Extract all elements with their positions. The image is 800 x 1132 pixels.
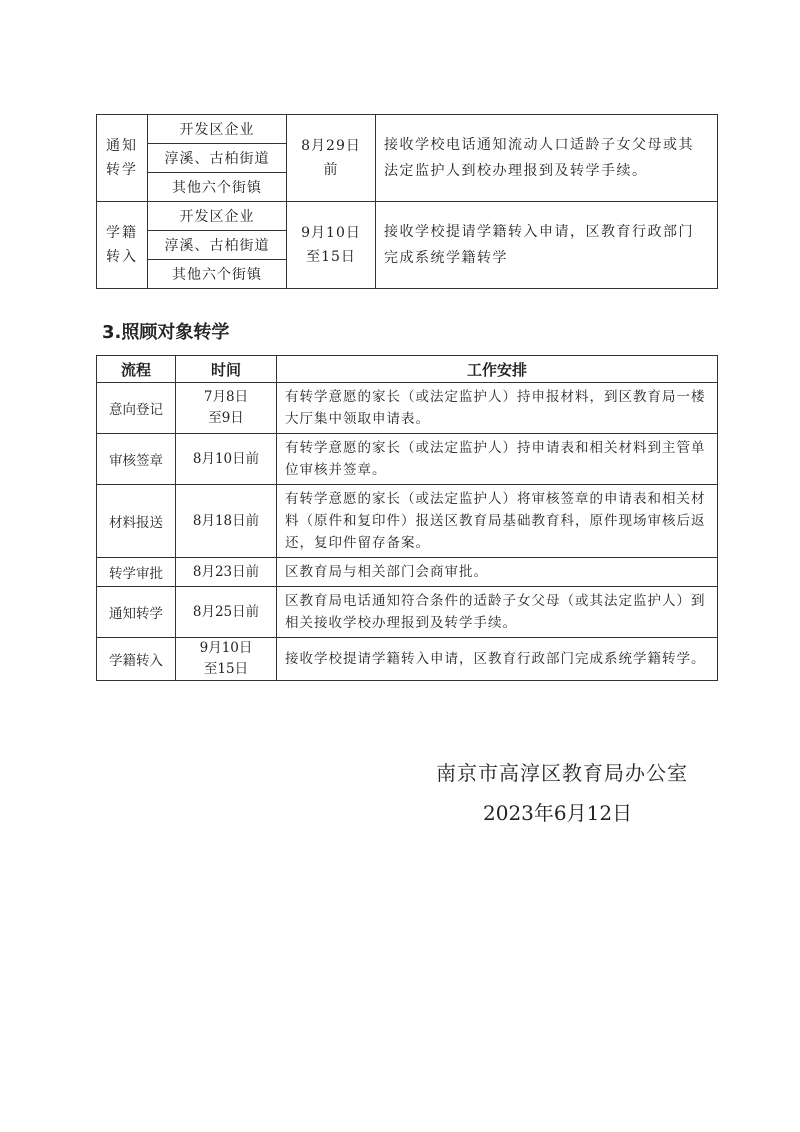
- date-cell: 8月29日 前: [287, 115, 376, 202]
- task-cell: 区教育局与相关部门会商审批。: [277, 558, 718, 587]
- care-recipient-transfer-table: [96, 355, 718, 681]
- step-cell: 通知转学: [97, 587, 176, 638]
- task-cell: 有转学意愿的家长（或法定监护人）持申报材料，到区教育局一楼大厅集中领取申请表。: [277, 383, 718, 434]
- header-task: 工作安排: [277, 356, 718, 383]
- time-cell: 8月10日前: [176, 434, 277, 485]
- step-cell: 转学审批: [97, 558, 176, 587]
- notice-transfer-table: [96, 114, 718, 289]
- header-time: 时间: [176, 356, 277, 383]
- area-cell: 其他六个街镇: [148, 173, 287, 202]
- time-cell: 8月23日前: [176, 558, 277, 587]
- time-cell: 7月8日 至9日: [176, 383, 277, 434]
- table-row: [97, 638, 718, 681]
- step-cell: 学籍转入: [97, 638, 176, 681]
- description-cell: 接收学校电话通知流动人口适龄子女父母或其法定监护人到校办理报到及转学手续。: [376, 115, 718, 202]
- table-row: [97, 202, 718, 231]
- task-cell: 接收学校提请学籍转入申请，区教育行政部门完成系统学籍转学。: [277, 638, 718, 681]
- area-cell: 开发区企业: [148, 202, 287, 231]
- table-row: [97, 558, 718, 587]
- table-row: [97, 485, 718, 558]
- header-step: 流程: [97, 356, 176, 383]
- task-cell: 有转学意愿的家长（或法定监护人）持申请表和相关材料到主管单位审核并签章。: [277, 434, 718, 485]
- step-cell: 审核签章: [97, 434, 176, 485]
- time-cell: 8月18日前: [176, 485, 277, 558]
- group-label-cell: 通知 转学: [97, 115, 148, 202]
- table-row: [97, 434, 718, 485]
- date-cell: 9月10日 至15日: [287, 202, 376, 289]
- task-cell: 区教育局电话通知符合条件的适龄子女父母（或其法定监护人）到相关接收学校办理报到及转学手续。: [277, 587, 718, 638]
- step-cell: 材料报送: [97, 485, 176, 558]
- signature-date: 2023年6月12日: [483, 801, 633, 825]
- task-cell: 有转学意愿的家长（或法定监护人）将审核签章的申请表和相关材料（原件和复印件）报送区教育局基础教育科，原件现场审核后返还，复印件留存备案。: [277, 485, 718, 558]
- signature-organization: 南京市高淳区教育局办公室: [436, 761, 688, 785]
- area-cell: 淳溪、古柏街道: [148, 144, 287, 173]
- area-cell: 其他六个街镇: [148, 260, 287, 289]
- table-row: [97, 115, 718, 144]
- step-cell: 意向登记: [97, 383, 176, 434]
- section-heading: 3.照顾对象转学: [102, 322, 230, 343]
- time-cell: 8月25日前: [176, 587, 277, 638]
- table-row: [97, 383, 718, 434]
- table-row: [97, 587, 718, 638]
- group-label-cell: 学籍 转入: [97, 202, 148, 289]
- description-cell: 接收学校提请学籍转入申请，区教育行政部门完成系统学籍转学: [376, 202, 718, 289]
- time-cell: 9月10日 至15日: [176, 638, 277, 681]
- area-cell: 开发区企业: [148, 115, 287, 144]
- area-cell: 淳溪、古柏街道: [148, 231, 287, 260]
- table-header-row: [97, 356, 718, 383]
